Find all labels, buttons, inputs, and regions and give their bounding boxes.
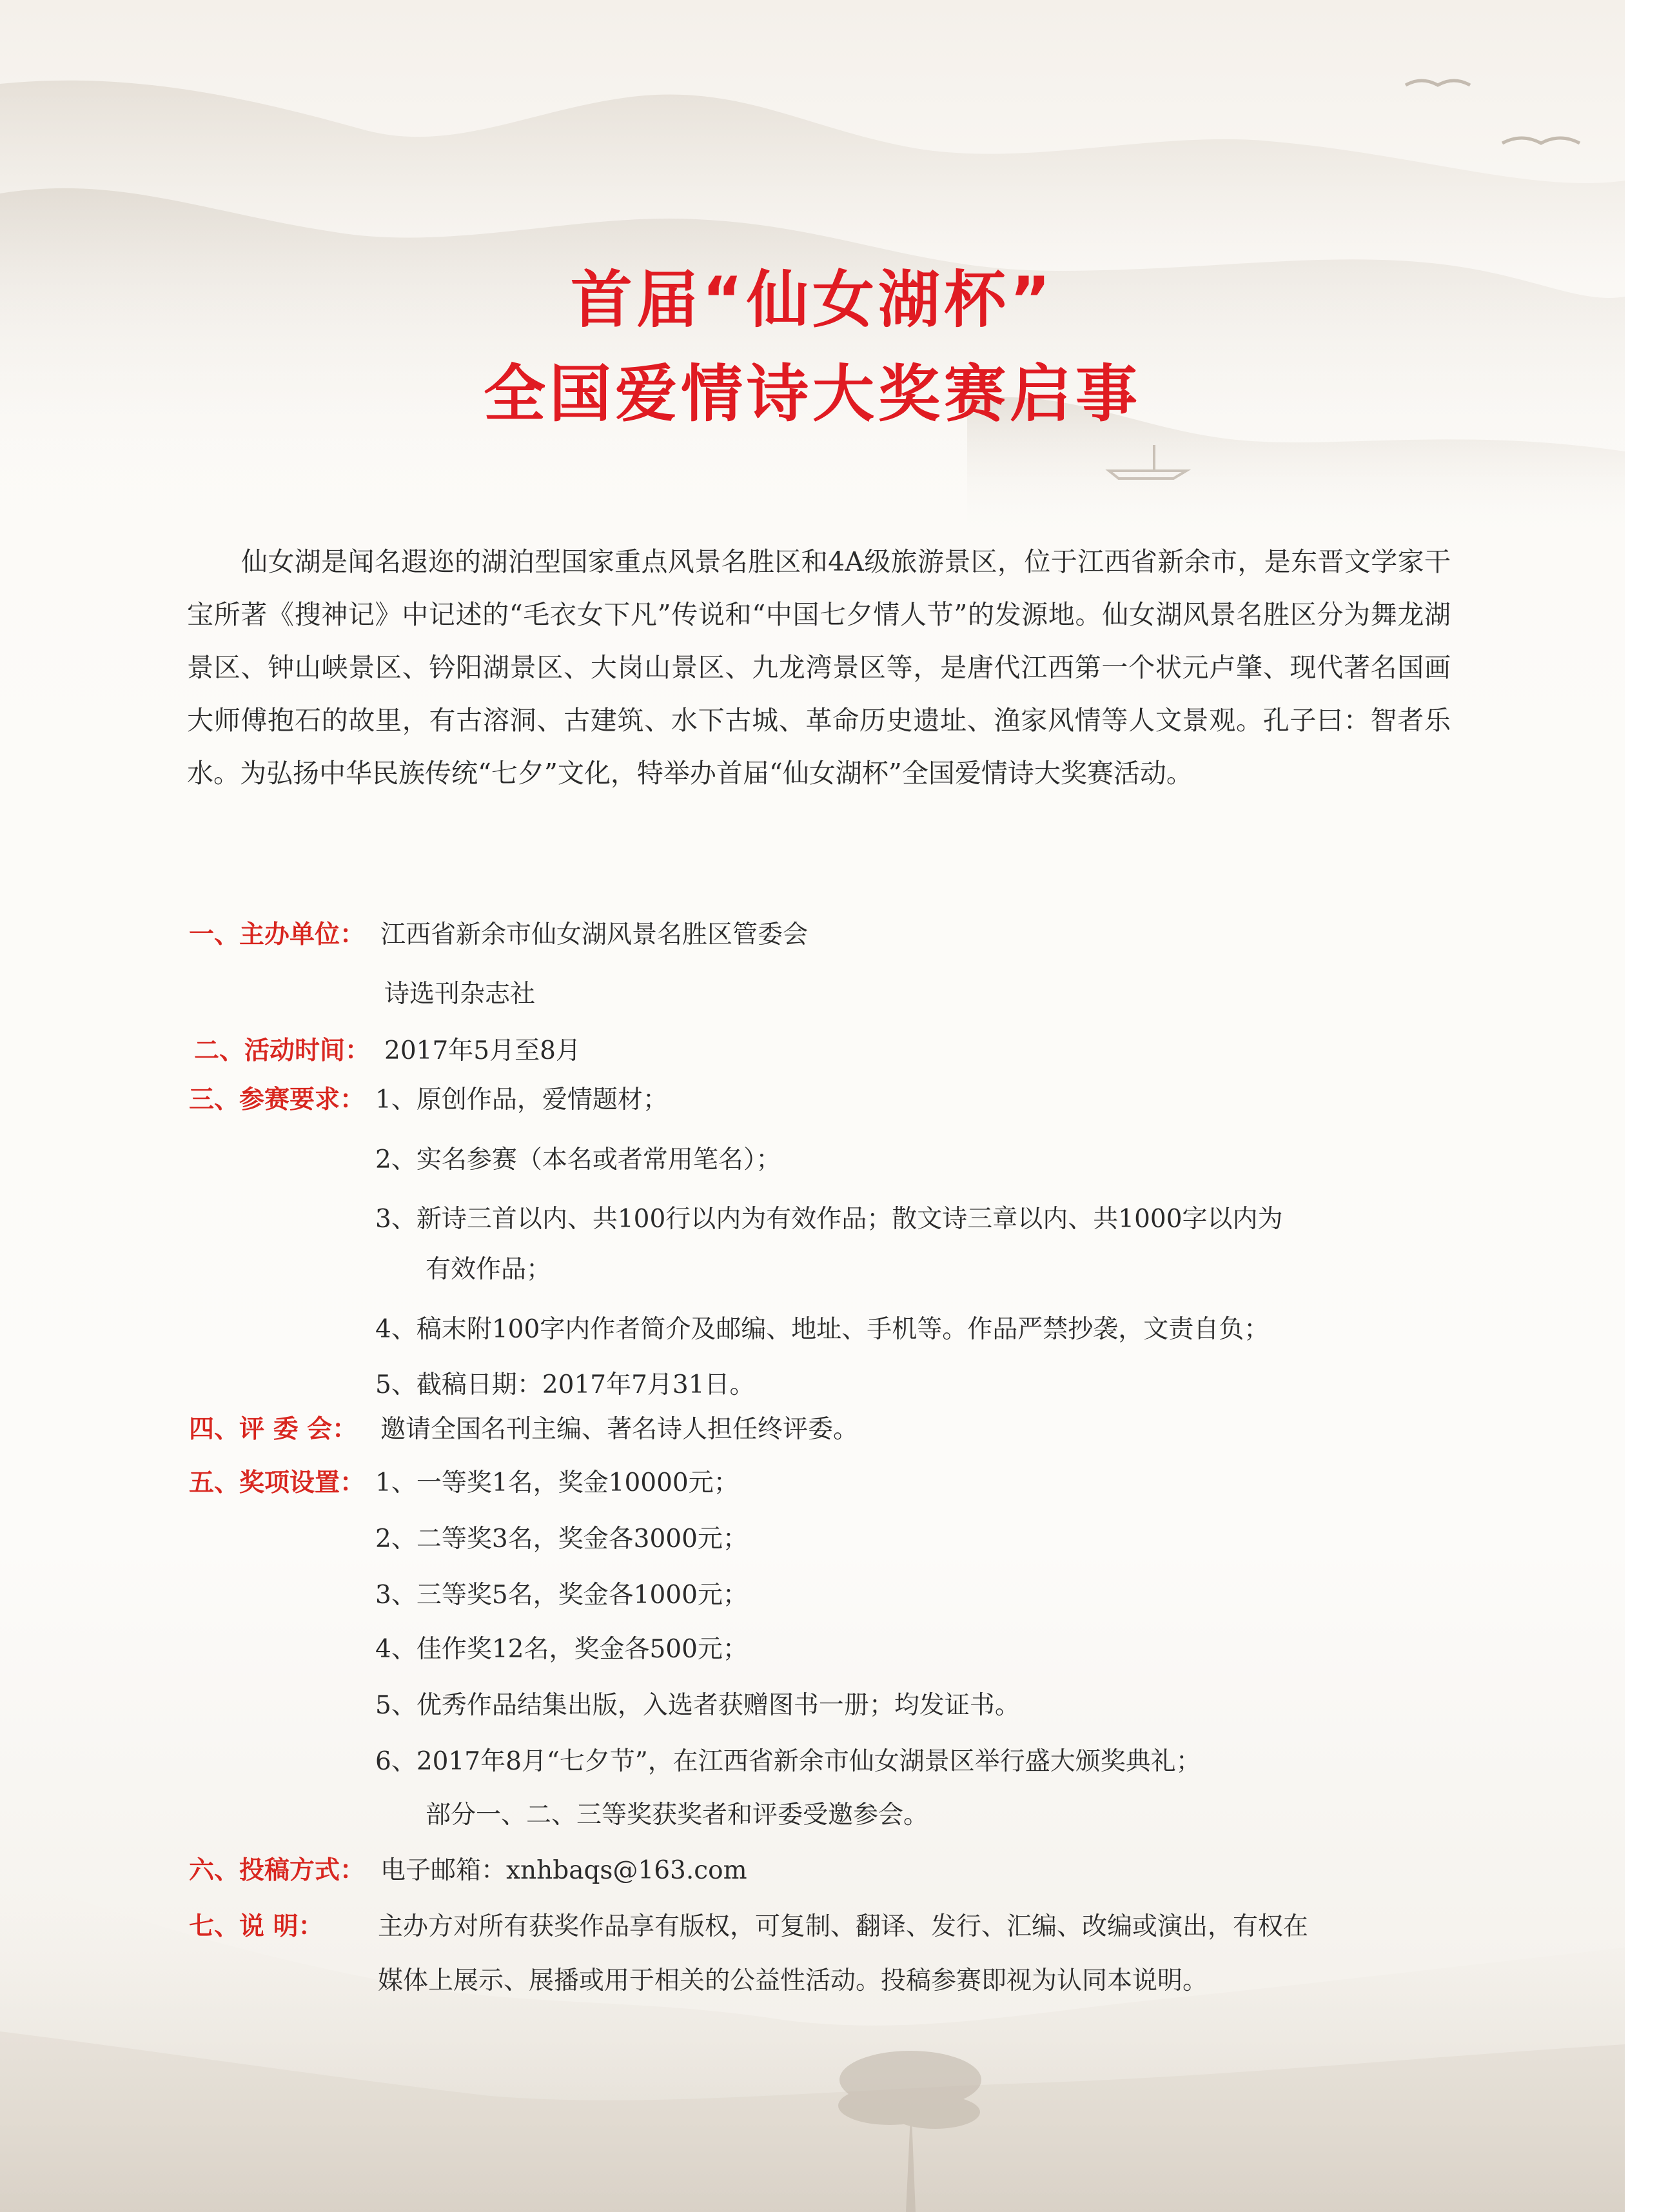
section-value-line: 邀请全国名刊主编、著名诗人担任终评委。 bbox=[380, 1415, 859, 1444]
section-value-line: 2017年5月至8月 bbox=[384, 1036, 581, 1065]
section-value-line: 3、三等奖5名，奖金各1000元； bbox=[375, 1581, 748, 1610]
section-label: 七、说 明： bbox=[189, 1912, 324, 1941]
section-value-line: 5、截稿日期：2017年7月31日。 bbox=[375, 1370, 755, 1399]
section-value-line: 1、原创作品，爱情题材； bbox=[375, 1085, 668, 1114]
section-value-line: 江西省新余市仙女湖风景名胜区管委会 bbox=[380, 920, 809, 949]
section-value-line: 媒体上展示、展播或用于相关的公益性活动。投稿参赛即视为认同本说明。 bbox=[378, 1966, 1208, 1995]
intro-paragraph: 仙女湖是闻名遐迩的湖泊型国家重点风景名胜区和4A级旅游景区，位于江西省新余市，是东晋文学家干宝所著《搜神记》中记述的“毛衣女下凡”传说和“中国七夕情人节”的发源地。仙女湖风景名胜区分为舞龙湖景区、钟山峡景区、钤阳湖景区、大岗山景区、九龙湾景区等，是唐代江西第一个状元卢肇、现代著名国画大师傅抱石的故里，有古溶洞、古建筑、水下古城、革命历史遗址、渔家风情等人文景观。孔子曰：智者乐水。为弘扬中华民族传统“七夕”文化，特举办首届“仙女湖杯”全国爱情诗大奖赛活动。 bbox=[187, 546, 1451, 789]
section-value-line: 部分一、二、三等奖获奖者和评委受邀参会。 bbox=[426, 1801, 929, 1830]
page-title-line-2: 全国爱情诗大奖赛启事 bbox=[484, 358, 1141, 430]
section-value-line: 有效作品； bbox=[426, 1255, 552, 1284]
section-label: 四、评 委 会： bbox=[189, 1415, 358, 1444]
section-value-line: 4、佳作奖12名，奖金各500元； bbox=[375, 1635, 748, 1664]
section-value-line: 4、稿末附100字内作者简介及邮编、地址、手机等。作品严禁抄袭，文责自负； bbox=[375, 1315, 1270, 1344]
section-value-line: 6、2017年8月“七夕节”，在江西省新余市仙女湖景区举行盛大颁奖典礼； bbox=[375, 1747, 1201, 1776]
page-title-line-1: 首届“仙女湖杯” bbox=[570, 264, 1055, 336]
section-label: 六、投稿方式： bbox=[189, 1856, 366, 1885]
section-value-line: 主办方对所有获奖作品享有版权，可复制、翻译、发行、汇编、改编或演出，有权在 bbox=[378, 1912, 1309, 1941]
section-value-line: 3、新诗三首以内、共100行以内为有效作品；散文诗三章以内、共1000字以内为 bbox=[375, 1205, 1283, 1234]
section-label: 五、奖项设置： bbox=[189, 1468, 366, 1497]
section-label: 一、主办单位： bbox=[189, 920, 366, 949]
page-margin-strip bbox=[1625, 0, 1668, 2212]
section-value-line: 5、优秀作品结集出版，入选者获赠图书一册；均发证书。 bbox=[375, 1691, 1020, 1720]
section-value-line: 2、实名参赛（本名或者常用笔名）； bbox=[375, 1145, 781, 1174]
section-value-line: 2、二等奖3名，奖金各3000元； bbox=[375, 1525, 748, 1554]
section-value-line: 1、一等奖1名，奖金10000元； bbox=[375, 1468, 739, 1497]
section-label: 二、活动时间： bbox=[194, 1036, 371, 1065]
email-address: 电子邮箱：xnhbaqs@163.com bbox=[380, 1856, 747, 1885]
birds-icon bbox=[1406, 81, 1580, 143]
section-value-line: 诗选刊杂志社 bbox=[384, 980, 536, 1009]
section-label: 三、参赛要求： bbox=[189, 1085, 366, 1114]
